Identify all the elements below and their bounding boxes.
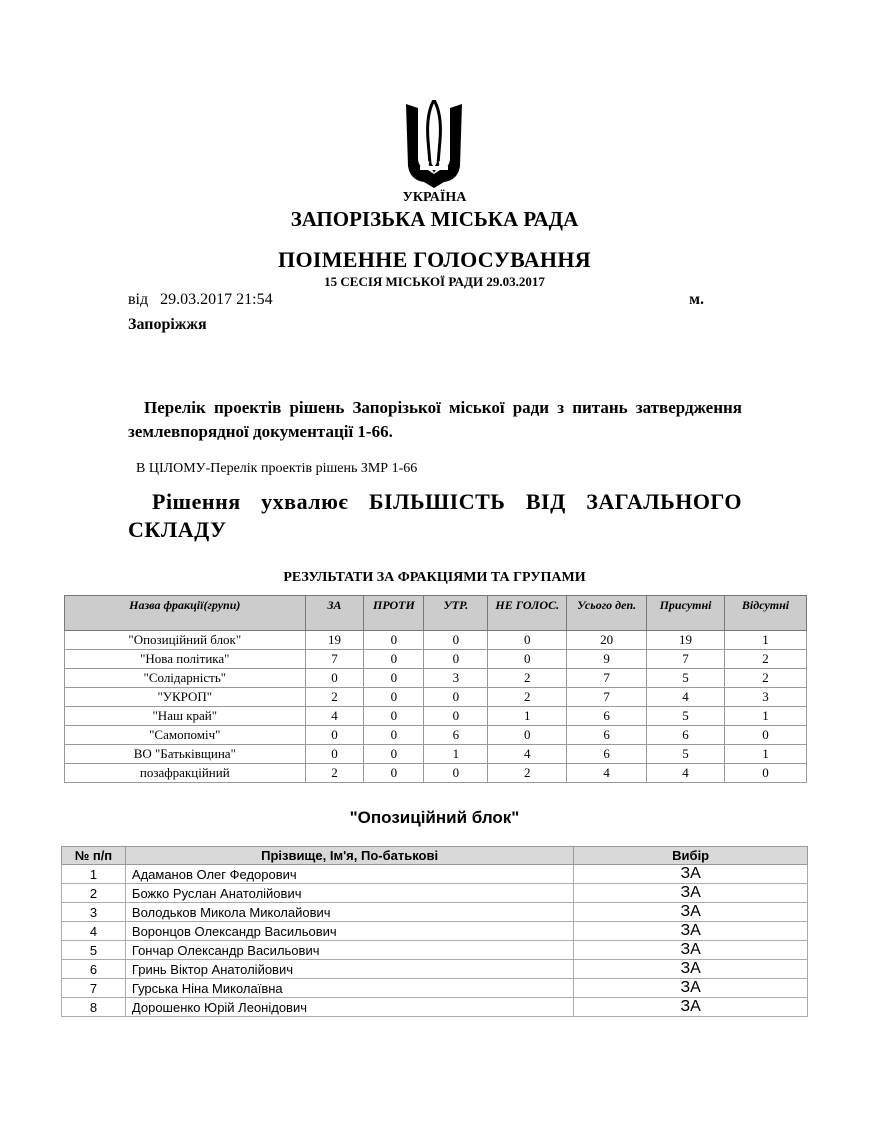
faction-value-cell: 0 [364, 726, 424, 745]
member-name-cell: Гринь Віктор Анатолійович [125, 960, 573, 979]
faction-value-cell: 4 [567, 764, 647, 783]
member-number-cell: 2 [62, 884, 126, 903]
faction-name-cell: "Наш край" [65, 707, 306, 726]
faction-value-cell: 7 [647, 650, 725, 669]
faction-value-cell: 0 [424, 707, 488, 726]
member-number-cell: 6 [62, 960, 126, 979]
faction-value-cell: 1 [725, 745, 807, 764]
member-choice-cell: ЗА [574, 998, 808, 1017]
faction-name-cell: "УКРОП" [65, 688, 306, 707]
member-name-cell: Дорошенко Юрій Леонідович [125, 998, 573, 1017]
faction-value-cell: 7 [305, 650, 364, 669]
member-number-cell: 3 [62, 903, 126, 922]
faction-value-cell: 3 [725, 688, 807, 707]
faction-table-header [65, 596, 807, 631]
faction-value-cell: 4 [647, 688, 725, 707]
member-name-cell: Воронцов Олександр Васильович [125, 922, 573, 941]
faction-value-cell: 0 [725, 764, 807, 783]
member-choice-cell: ЗА [574, 979, 808, 998]
member-choice-cell: ЗА [574, 960, 808, 979]
column-header: УТР. [424, 596, 488, 631]
faction-value-cell: 0 [305, 726, 364, 745]
faction-value-cell: 0 [305, 669, 364, 688]
faction-value-cell: 0 [364, 631, 424, 650]
column-header: № п/п [62, 847, 126, 865]
member-table-header [62, 847, 808, 865]
faction-value-cell: 0 [364, 745, 424, 764]
column-header: Усього деп. [567, 596, 647, 631]
column-header: Назва фракції(групи) [65, 596, 306, 631]
member-number-cell: 4 [62, 922, 126, 941]
faction-value-cell: 6 [424, 726, 488, 745]
faction-value-cell: 2 [725, 669, 807, 688]
faction-value-cell: 4 [488, 745, 567, 764]
column-header: Присутні [647, 596, 725, 631]
vote-datetime: 29.03.2017 21:54 [160, 291, 273, 308]
date-line [128, 291, 704, 309]
date-prefix: від [128, 291, 149, 308]
column-header: Вибір [574, 847, 808, 865]
member-row [62, 903, 808, 922]
decision-text: Рішення ухвалює БІЛЬШІСТЬ ВІД ЗАГАЛЬНОГО СКЛАДУ [128, 489, 742, 542]
column-header: Відсутні [725, 596, 807, 631]
results-title: РЕЗУЛЬТАТИ ЗА ФРАКЦІЯМИ ТА ГРУПАМИ [283, 570, 586, 585]
member-row [62, 922, 808, 941]
faction-value-cell: 0 [725, 726, 807, 745]
faction-value-cell: 1 [725, 631, 807, 650]
member-number-cell: 1 [62, 865, 126, 884]
faction-value-cell: 0 [424, 764, 488, 783]
member-row [62, 960, 808, 979]
faction-value-cell: 2 [725, 650, 807, 669]
faction-value-cell: 20 [567, 631, 647, 650]
faction-value-cell: 2 [488, 764, 567, 783]
column-header: Прізвище, Ім'я, По-батькові [125, 847, 573, 865]
faction-row [65, 631, 807, 650]
faction-row [65, 669, 807, 688]
country-name: УКРАЇНА [402, 190, 467, 205]
faction-value-cell: 3 [424, 669, 488, 688]
faction-value-cell: 19 [647, 631, 725, 650]
member-number-cell: 7 [62, 979, 126, 998]
column-header: ПРОТИ [364, 596, 424, 631]
faction-value-cell: 4 [647, 764, 725, 783]
faction-value-cell: 0 [424, 631, 488, 650]
faction-value-cell: 19 [305, 631, 364, 650]
faction-value-cell: 0 [364, 764, 424, 783]
faction-results-table [64, 595, 807, 783]
faction-row [65, 726, 807, 745]
faction-name-cell: ВО "Батьківщина" [65, 745, 306, 764]
faction-value-cell: 7 [567, 669, 647, 688]
member-row [62, 865, 808, 884]
faction-value-cell: 5 [647, 745, 725, 764]
member-name-cell: Божко Руслан Анатолійович [125, 884, 573, 903]
member-name-cell: Адаманов Олег Федорович [125, 865, 573, 884]
faction-name-cell: "Опозиційний блок" [65, 631, 306, 650]
session-title: 15 СЕСІЯ МІСЬКОЇ РАДИ 29.03.2017 [324, 274, 545, 289]
faction-value-cell: 0 [364, 650, 424, 669]
member-row [62, 979, 808, 998]
member-choice-cell: ЗА [574, 865, 808, 884]
faction-value-cell: 1 [488, 707, 567, 726]
faction-value-cell: 1 [424, 745, 488, 764]
faction-value-cell: 6 [567, 745, 647, 764]
member-number-cell: 5 [62, 941, 126, 960]
council-name: ЗАПОРІЗЬКА МІСЬКА РАДА [290, 207, 579, 231]
faction-value-cell: 2 [488, 669, 567, 688]
faction-value-cell: 6 [567, 707, 647, 726]
faction-value-cell: 0 [424, 650, 488, 669]
column-header: НЕ ГОЛОС. [488, 596, 567, 631]
member-number-cell: 8 [62, 998, 126, 1017]
faction-value-cell: 7 [567, 688, 647, 707]
member-choice-cell: ЗА [574, 884, 808, 903]
member-name-cell: Гончар Олександр Васильович [125, 941, 573, 960]
faction-name-cell: "Нова політика" [65, 650, 306, 669]
faction-row [65, 650, 807, 669]
faction-value-cell: 0 [364, 707, 424, 726]
faction-row [65, 745, 807, 764]
faction-value-cell: 9 [567, 650, 647, 669]
city-name: Запоріжжя [128, 316, 207, 333]
faction-value-cell: 0 [424, 688, 488, 707]
member-row [62, 884, 808, 903]
member-votes-table [61, 846, 808, 1017]
faction-value-cell: 0 [364, 688, 424, 707]
document-title: ПОІМЕННЕ ГОЛОСУВАННЯ [278, 247, 591, 272]
coat-of-arms-icon [402, 100, 466, 190]
faction-value-cell: 0 [488, 650, 567, 669]
faction-value-cell: 0 [364, 669, 424, 688]
member-row [62, 998, 808, 1017]
faction-value-cell: 0 [488, 631, 567, 650]
faction-value-cell: 5 [647, 707, 725, 726]
faction-name-cell: "Самопоміч" [65, 726, 306, 745]
faction-row [65, 707, 807, 726]
faction-value-cell: 2 [488, 688, 567, 707]
faction-name-cell: "Солідарність" [65, 669, 306, 688]
vote-whole-label: В ЦІЛОМУ-Перелік проектів рішень ЗМР 1-66 [136, 461, 418, 476]
faction-value-cell: 6 [647, 726, 725, 745]
member-choice-cell: ЗА [574, 941, 808, 960]
faction-value-cell: 6 [567, 726, 647, 745]
faction-value-cell: 4 [305, 707, 364, 726]
member-choice-cell: ЗА [574, 922, 808, 941]
faction-row [65, 764, 807, 783]
member-name-cell: Гурська Ніна Миколаївна [125, 979, 573, 998]
member-row [62, 941, 808, 960]
faction-value-cell: 0 [305, 745, 364, 764]
faction-name-cell: позафракційний [65, 764, 306, 783]
faction-value-cell: 1 [725, 707, 807, 726]
group-title: "Опозиційний блок" [349, 808, 520, 827]
faction-value-cell: 2 [305, 688, 364, 707]
column-header: ЗА [305, 596, 364, 631]
member-name-cell: Володьков Микола Миколайович [125, 903, 573, 922]
faction-value-cell: 2 [305, 764, 364, 783]
faction-row [65, 688, 807, 707]
vote-subject: Перелік проектів рішень Запорізької міської ради з питань затвердження землевпорядної документації 1-66. [128, 398, 742, 441]
city-prefix: м. [689, 291, 704, 308]
faction-value-cell: 0 [488, 726, 567, 745]
faction-value-cell: 5 [647, 669, 725, 688]
member-choice-cell: ЗА [574, 903, 808, 922]
